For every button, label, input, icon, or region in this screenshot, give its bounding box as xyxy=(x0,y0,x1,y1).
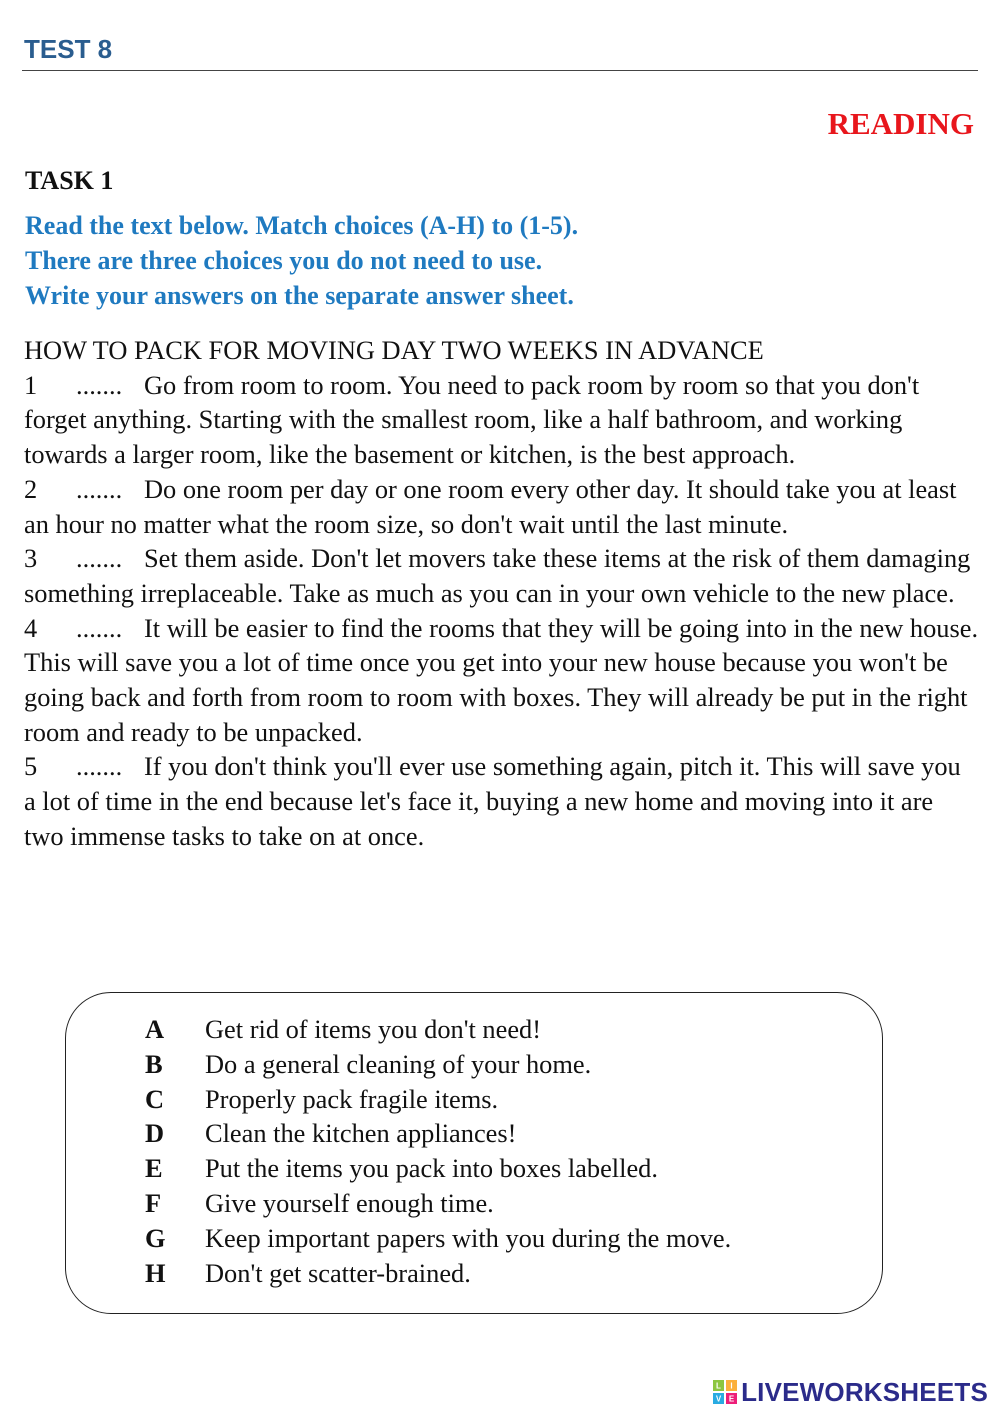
item-number: 5 xyxy=(24,751,38,782)
choice-letter: H xyxy=(145,1257,166,1288)
item-text: Go from room to room. You need to pack room by room so that you don't forget anything. Starting with the smallest room, like a half bathroom, and working towards a larger room, like the basement or kitchen, is the best approach. xyxy=(24,369,920,470)
choice-letter: F xyxy=(145,1187,162,1218)
choice-text: Put the items you pack into boxes labelled. xyxy=(205,1153,658,1184)
choice-g xyxy=(145,1221,731,1256)
passage-item-3 xyxy=(24,541,979,610)
header-divider xyxy=(22,70,978,71)
choices-list xyxy=(145,1012,731,1290)
choice-text: Properly pack fragile items. xyxy=(205,1083,499,1114)
svg-text:I: I xyxy=(730,1381,733,1391)
choice-text: Give yourself enough time. xyxy=(205,1187,494,1218)
svg-text:V: V xyxy=(715,1394,722,1404)
item-number: 1 xyxy=(24,369,38,400)
answer-blank[interactable]: ....... xyxy=(76,473,123,504)
brand-name: LIVEWORKSHEETS xyxy=(741,1376,988,1407)
instruction-line: Write your answers on the separate answer sheet. xyxy=(25,281,574,310)
choice-letter: C xyxy=(145,1083,165,1114)
task-title: TASK 1 xyxy=(25,166,114,195)
item-text: If you don't think you'll ever use something again, pitch it. This will save you a lot of time in the end because let's face it, buying a new home and moving into it are two immense tasks to take on at once. xyxy=(24,751,961,851)
choice-letter: D xyxy=(145,1118,165,1149)
choice-b xyxy=(145,1047,731,1082)
reading-passage xyxy=(24,333,979,854)
svg-text:E: E xyxy=(728,1394,735,1404)
choice-letter: E xyxy=(145,1153,163,1184)
choice-text: Get rid of items you don't need! xyxy=(205,1014,542,1044)
answer-blank[interactable]: ....... xyxy=(76,612,123,643)
item-number: 4 xyxy=(24,612,38,643)
passage-item-4 xyxy=(24,611,979,750)
passage-title: HOW TO PACK FOR MOVING DAY TWO WEEKS IN ADVANCE xyxy=(24,335,764,365)
choice-letter: B xyxy=(145,1048,163,1079)
answer-blank[interactable]: ....... xyxy=(76,543,123,574)
choice-text: Do a general cleaning of your home. xyxy=(205,1048,592,1079)
choice-f xyxy=(145,1186,731,1221)
section-title: READING xyxy=(827,106,974,141)
item-number: 3 xyxy=(24,543,38,574)
choice-text: Don't get scatter-brained. xyxy=(205,1257,471,1288)
answer-blank[interactable]: ....... xyxy=(76,751,123,782)
liveworksheets-logo-icon xyxy=(713,1380,737,1404)
choice-a xyxy=(145,1012,731,1047)
choice-c xyxy=(145,1082,731,1117)
liveworksheets-brand xyxy=(713,1377,988,1407)
svg-text:L: L xyxy=(716,1381,722,1391)
test-title: TEST 8 xyxy=(24,34,113,64)
passage-item-2 xyxy=(24,472,979,541)
item-number: 2 xyxy=(24,473,38,504)
item-text: It will be easier to find the rooms that they will be going into in the new house. This will save you a lot of time once you get into your new house because you won't be going back and forth from room to room with boxes. They will already be put in the right room and ready to be unpacked. xyxy=(24,612,979,747)
choice-e xyxy=(145,1151,731,1186)
instruction-line: Read the text below. Match choices (A-H) to (1-5). xyxy=(25,211,579,240)
instruction-line: There are three choices you do not need to use. xyxy=(25,246,543,275)
task-instructions xyxy=(25,208,578,313)
item-text: Do one room per day or one room every other day. It should take you at least an hour no matter what the room size, so don't wait until the last minute. xyxy=(24,473,957,539)
choice-letter: A xyxy=(145,1014,165,1044)
choice-h xyxy=(145,1256,731,1291)
choice-letter: G xyxy=(145,1222,166,1253)
answer-blank[interactable]: ....... xyxy=(76,369,123,400)
passage-item-5 xyxy=(24,749,979,853)
choice-text: Clean the kitchen appliances! xyxy=(205,1118,517,1149)
choice-text: Keep important papers with you during the move. xyxy=(205,1222,732,1253)
passage-item-1 xyxy=(24,368,979,472)
item-text: Set them aside. Don't let movers take these items at the risk of them damaging something irreplaceable. Take as much as you can in your own vehicle to the new place. xyxy=(24,543,971,608)
choice-d xyxy=(145,1116,731,1151)
